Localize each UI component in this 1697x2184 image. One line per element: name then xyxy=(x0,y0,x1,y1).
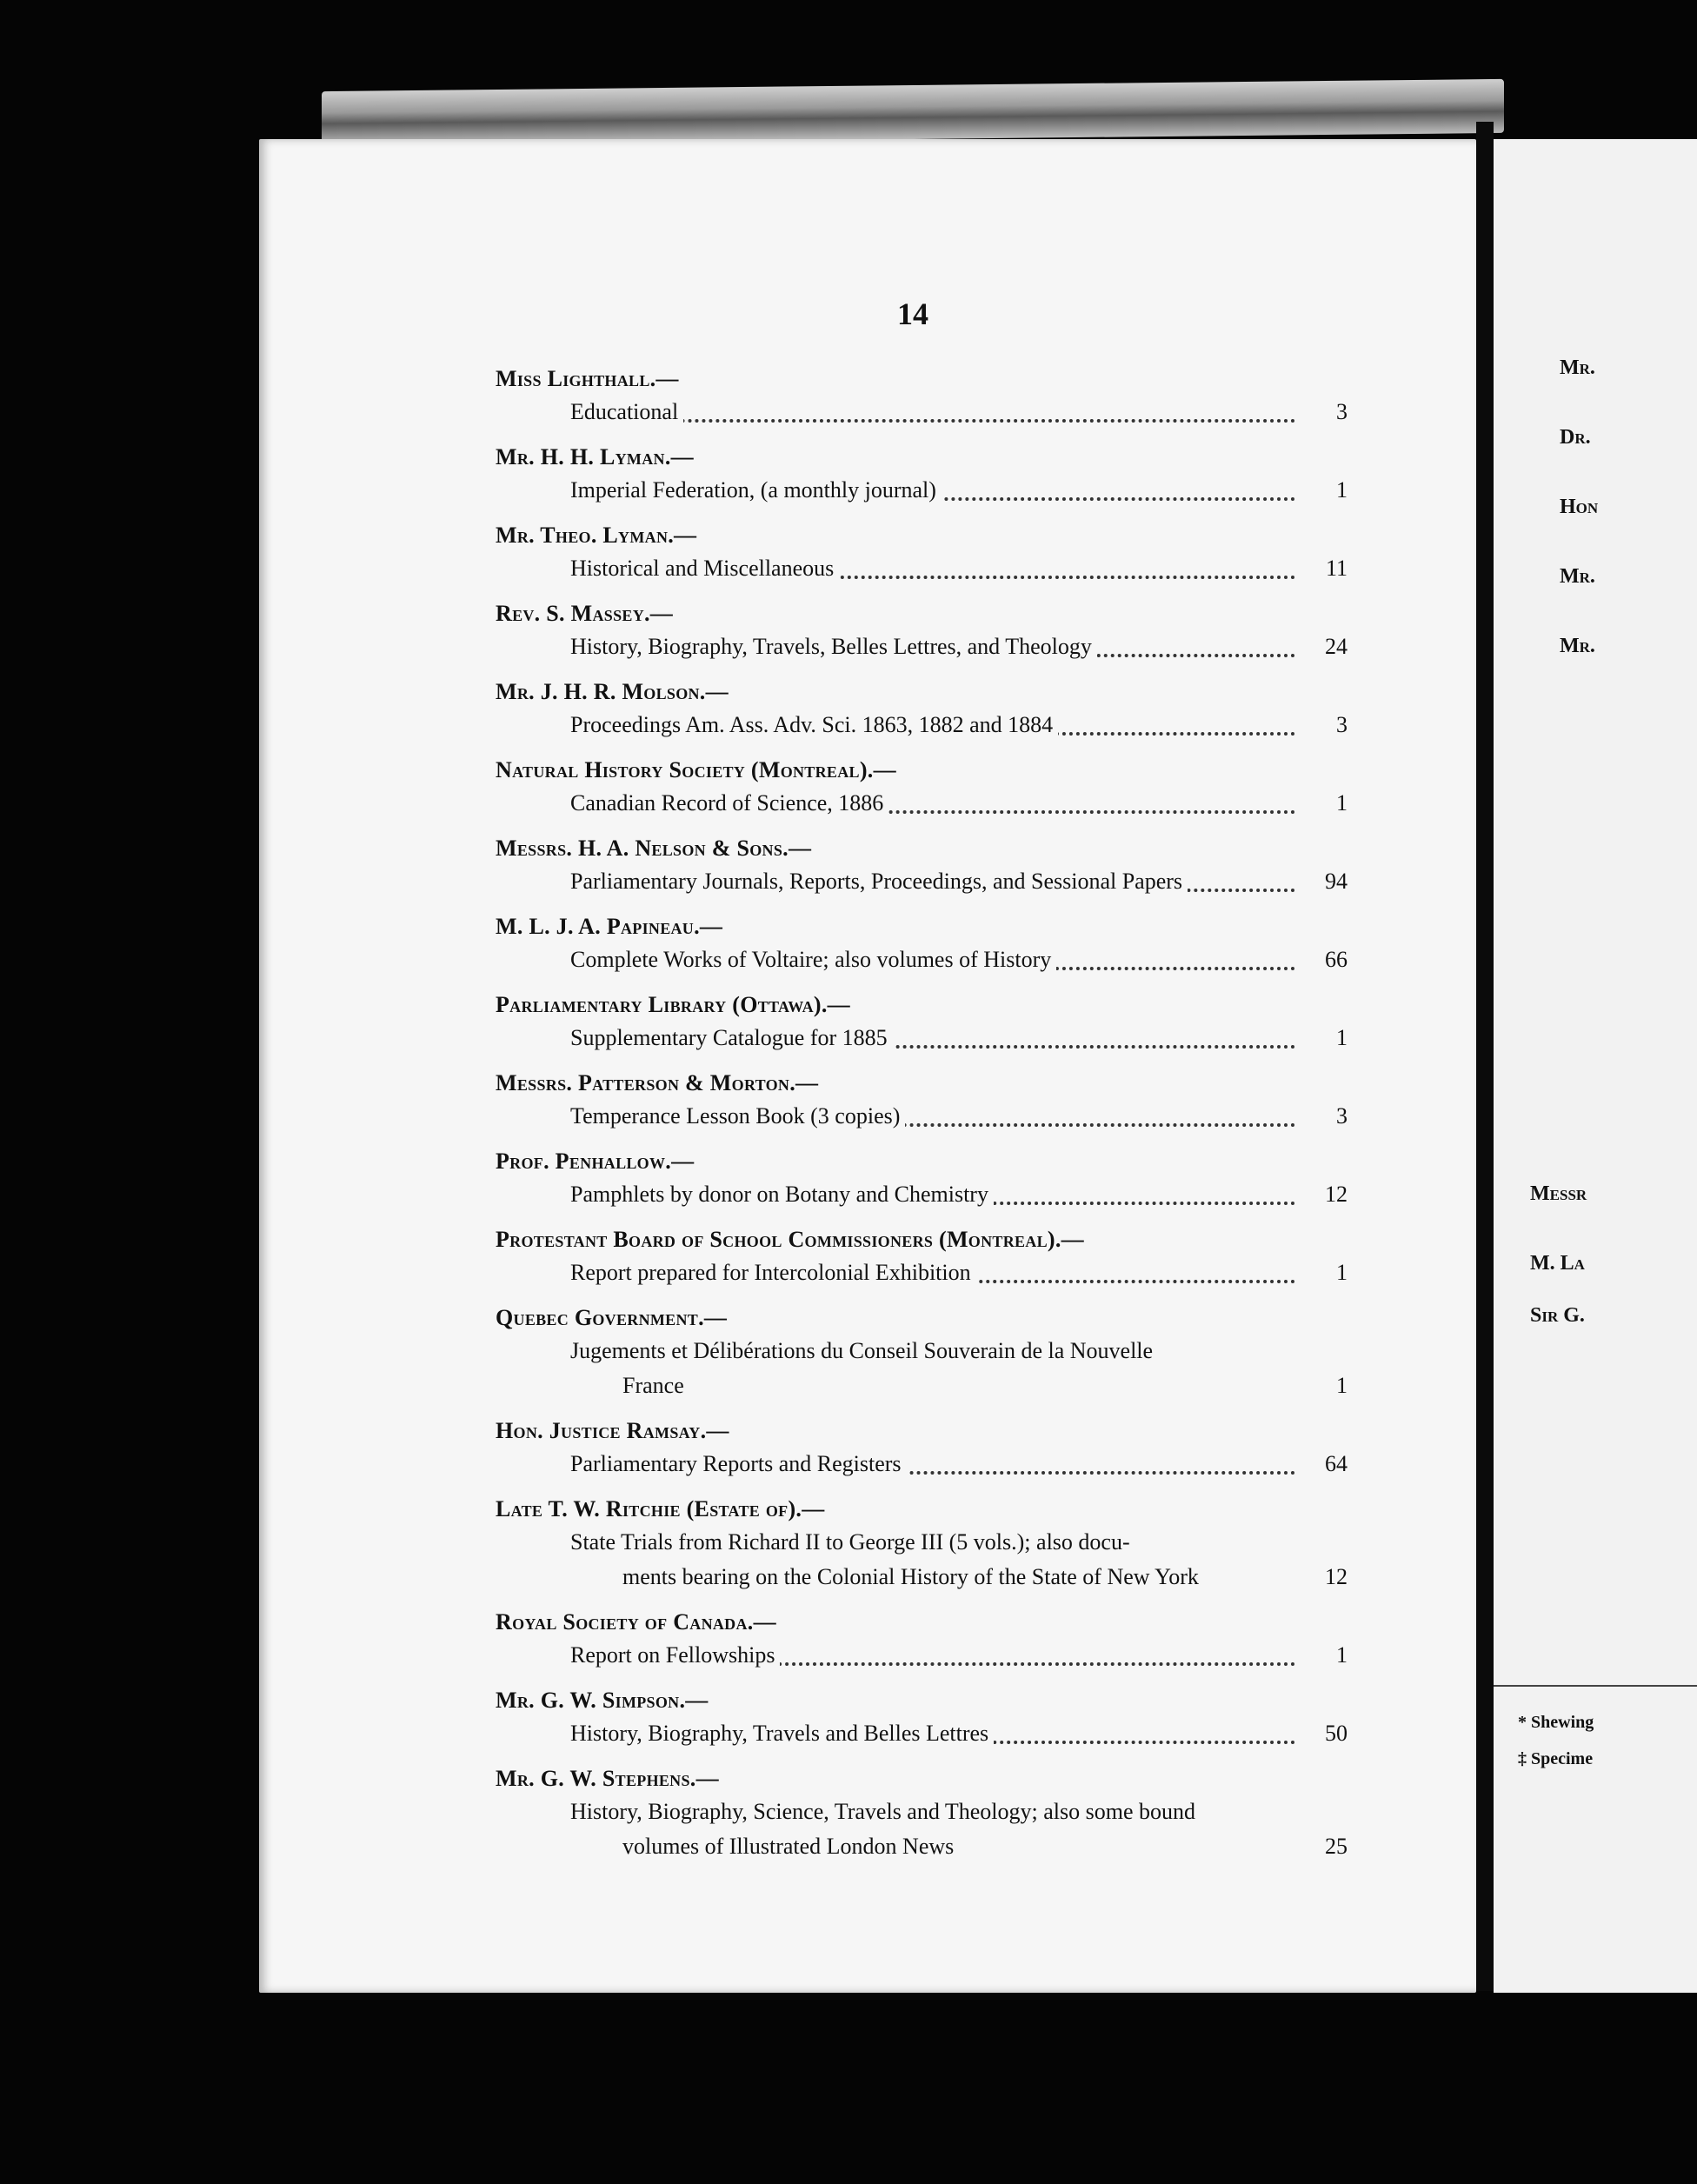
volume-count: 1 xyxy=(1336,790,1348,816)
donation-item xyxy=(496,473,1348,508)
donor-name: Natural History Society (Montreal).— xyxy=(496,757,896,782)
donation-item xyxy=(496,1794,1348,1864)
item-description: Educational xyxy=(570,399,683,424)
volume-count: 12 xyxy=(1325,1182,1348,1207)
donation-entry xyxy=(496,1148,1348,1212)
donor-name: M. L. J. A. Papineau.— xyxy=(496,914,723,939)
donor-name: Mr. G. W. Simpson.— xyxy=(496,1688,709,1713)
donor-name: Mr. Theo. Lyman.— xyxy=(496,523,697,548)
donor-name: Mr. H. H. Lyman.— xyxy=(496,444,694,469)
item-description: Imperial Federation, (a monthly journal) xyxy=(570,477,942,503)
volume-count: 1 xyxy=(1336,1642,1348,1668)
donation-entry xyxy=(496,1608,1348,1673)
volume-count: 1 xyxy=(1336,1373,1348,1398)
volume-count: 3 xyxy=(1336,1103,1348,1129)
donation-item xyxy=(496,395,1348,429)
right-page-label: Mr. xyxy=(1560,635,1595,657)
donation-entry xyxy=(496,756,1348,821)
volume-count: 1 xyxy=(1336,1025,1348,1050)
donor-name: Rev. S. Massey.— xyxy=(496,601,674,626)
item-description: Complete Works of Voltaire; also volumes of History xyxy=(570,947,1056,972)
right-page-label: Mr. xyxy=(1560,565,1595,588)
donation-item xyxy=(496,1255,1348,1290)
donor-name: Royal Society of Canada.— xyxy=(496,1609,776,1635)
volume-count: 1 xyxy=(1336,477,1348,503)
book-top-edge xyxy=(322,79,1504,145)
right-page-label: Sir G. xyxy=(1530,1304,1585,1327)
donation-entry xyxy=(496,1069,1348,1134)
donation-item xyxy=(496,1638,1348,1673)
volume-count: 1 xyxy=(1336,1260,1348,1285)
donation-item xyxy=(496,629,1348,664)
donation-item xyxy=(496,1716,1348,1751)
right-page-footnote: ‡ Specime xyxy=(1518,1749,1594,1768)
donation-entry xyxy=(496,835,1348,899)
donation-entry xyxy=(496,1495,1348,1595)
page-number: 14 xyxy=(897,296,928,331)
item-description-continued: ments bearing on the Colonial History of the State of New York xyxy=(570,1560,1295,1595)
volume-count: 66 xyxy=(1325,947,1348,972)
volume-count: 24 xyxy=(1325,634,1348,659)
right-page-label: Hon xyxy=(1560,496,1599,518)
right-page-footnote: * Shewing xyxy=(1518,1713,1594,1732)
right-page-label: Mr. xyxy=(1560,356,1595,379)
item-description: Jugements et Délibérations du Conseil Souverain de la Nouvelle xyxy=(570,1338,1154,1363)
item-description-continued: volumes of Illustrated London News xyxy=(570,1829,1295,1864)
item-description: Historical and Miscellaneous xyxy=(570,556,839,581)
donation-item xyxy=(496,1177,1348,1212)
right-page xyxy=(1494,139,1697,1993)
item-description: State Trials from Richard II to George III (5 vols.); also docu- xyxy=(570,1529,1130,1555)
donation-item xyxy=(496,1021,1348,1055)
donation-item xyxy=(496,1334,1348,1403)
donor-name: Quebec Government.— xyxy=(496,1305,728,1330)
item-description: History, Biography, Science, Travels and Theology; also some bound xyxy=(570,1799,1196,1824)
volume-count: 3 xyxy=(1336,712,1348,737)
item-description: Report prepared for Intercolonial Exhibition xyxy=(570,1260,976,1285)
donation-entry xyxy=(496,1417,1348,1482)
donation-entry xyxy=(496,991,1348,1055)
donation-item xyxy=(496,1525,1348,1595)
donation-item xyxy=(496,942,1348,977)
item-description: Parliamentary Journals, Reports, Proceedings, and Sessional Papers xyxy=(570,869,1188,894)
item-description: History, Biography, Travels, Belles Lettres, and Theology xyxy=(570,634,1097,659)
book-gutter xyxy=(1476,122,1494,1991)
volume-count: 12 xyxy=(1325,1564,1348,1589)
donor-name: Mr. G. W. Stephens.— xyxy=(496,1766,719,1791)
donation-item xyxy=(496,551,1348,586)
donor-name: Protestant Board of School Commissioners (Montreal).— xyxy=(496,1227,1084,1252)
donor-name: Messrs. H. A. Nelson & Sons.— xyxy=(496,836,812,861)
donor-name: Parliamentary Library (Ottawa).— xyxy=(496,992,850,1017)
donation-entry xyxy=(496,1765,1348,1864)
right-page-label: Dr. xyxy=(1560,426,1591,449)
donation-entry xyxy=(496,913,1348,977)
volume-count: 94 xyxy=(1325,869,1348,894)
item-description: Report on Fellowships xyxy=(570,1642,780,1668)
donation-entry xyxy=(496,1687,1348,1751)
item-description: Temperance Lesson Book (3 copies) xyxy=(570,1103,905,1129)
donor-name: Miss Lighthall.— xyxy=(496,366,679,391)
donation-entry xyxy=(496,443,1348,508)
donation-item xyxy=(496,864,1348,899)
donation-entry xyxy=(496,1226,1348,1290)
right-page-label: M. La xyxy=(1530,1252,1585,1275)
donor-name: Messrs. Patterson & Morton.— xyxy=(496,1070,819,1095)
donation-item xyxy=(496,708,1348,742)
donation-entry xyxy=(496,1304,1348,1403)
item-description-continued: France xyxy=(570,1368,1295,1403)
volume-count: 11 xyxy=(1325,556,1348,581)
item-description: Parliamentary Reports and Registers xyxy=(570,1451,907,1476)
donation-entry xyxy=(496,600,1348,664)
donation-entry xyxy=(496,365,1348,429)
donor-name: Mr. J. H. R. Molson.— xyxy=(496,679,729,704)
item-description: Pamphlets by donor on Botany and Chemistry xyxy=(570,1182,994,1207)
volume-count: 50 xyxy=(1325,1721,1348,1746)
item-description: History, Biography, Travels and Belles Lettres xyxy=(570,1721,994,1746)
item-description: Canadian Record of Science, 1886 xyxy=(570,790,888,816)
donation-item xyxy=(496,1447,1348,1482)
item-description: Supplementary Catalogue for 1885 xyxy=(570,1025,893,1050)
donor-name: Prof. Penhallow.— xyxy=(496,1149,695,1174)
donation-item xyxy=(496,786,1348,821)
volume-count: 64 xyxy=(1325,1451,1348,1476)
donation-entry xyxy=(496,522,1348,586)
footnote-rule xyxy=(1494,1685,1697,1687)
item-description: Proceedings Am. Ass. Adv. Sci. 1863, 1882 and 1884 xyxy=(570,712,1058,737)
donor-name: Hon. Justice Ramsay.— xyxy=(496,1418,729,1443)
donor-name: Late T. W. Ritchie (Estate of).— xyxy=(496,1496,825,1521)
right-page-label: Messr xyxy=(1530,1182,1587,1205)
donation-list xyxy=(496,365,1348,1878)
donation-item xyxy=(496,1099,1348,1134)
donation-entry xyxy=(496,678,1348,742)
volume-count: 3 xyxy=(1336,399,1348,424)
volume-count: 25 xyxy=(1325,1834,1348,1859)
